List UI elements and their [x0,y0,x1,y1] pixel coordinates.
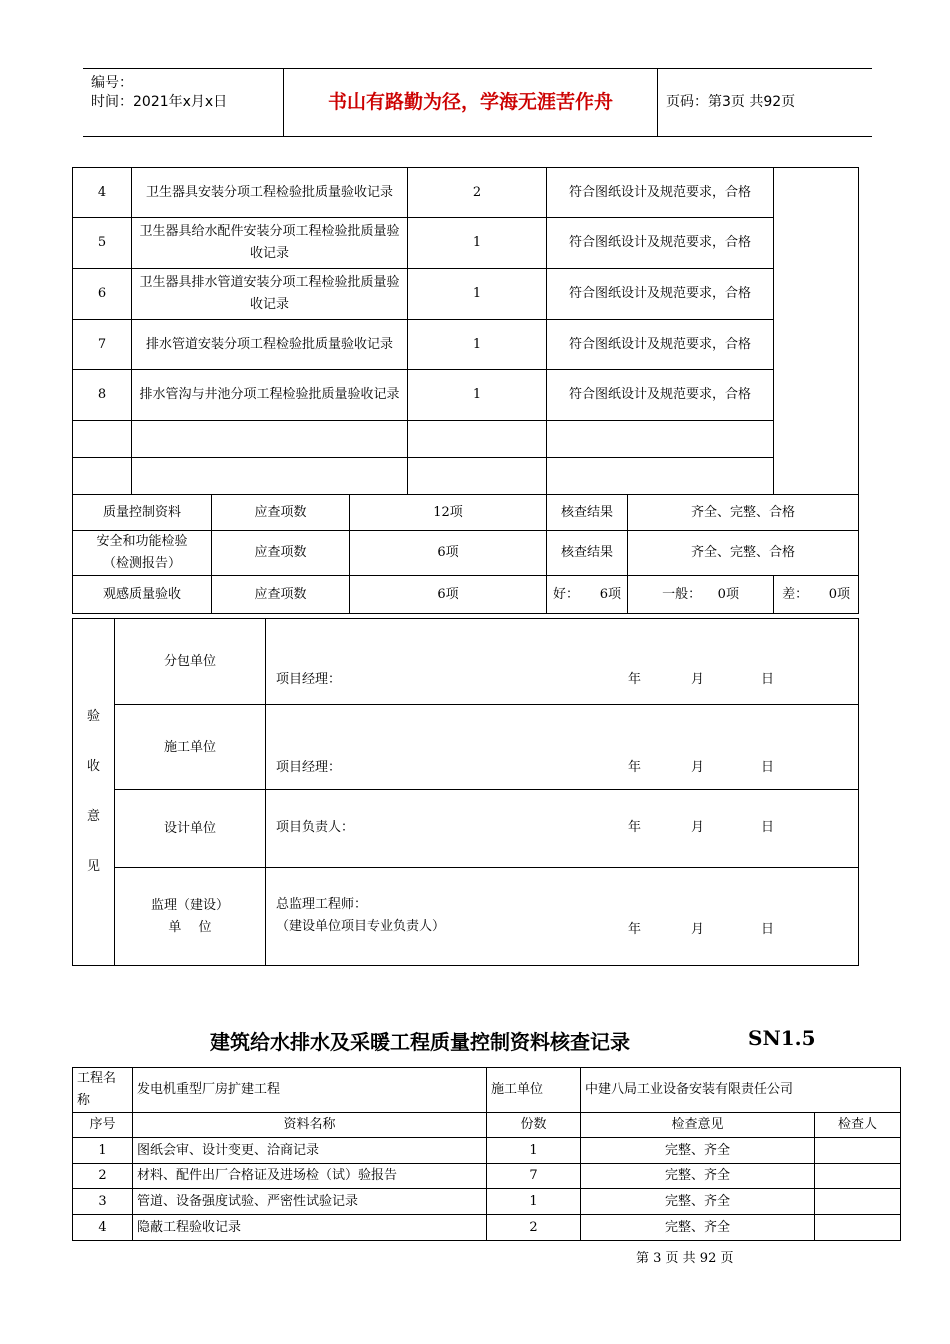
due-label: 应查项数 [212,495,350,531]
row-no: 5 [73,218,132,269]
due-count: 12项 [350,495,547,531]
person-label: 项目经理： [276,760,342,775]
result-value: 齐全、完整、合格 [628,531,859,576]
table-row: 2 材料、配件出厂合格证及进场检（试）验报告 7 完整、齐全 [73,1164,901,1189]
date-fields: 年 月 日 [628,922,775,937]
signature-cell [266,619,859,705]
quality-control-label: 质量控制资料 [73,495,212,531]
person-label: 项目负责人： [276,820,355,835]
project-label: 工程名称 [73,1068,133,1113]
row-opinion: 符合图纸设计及规范要求，合格 [547,269,774,320]
due-count: 6项 [350,576,547,614]
empty-row [73,458,859,495]
acceptance-row [73,705,859,790]
row-name: 卫生器具给水配件安装分项工程检验批质量验收记录 [132,218,408,269]
table-row [73,168,859,218]
page-footer: 第 3 页 共 92 页 [636,1251,734,1266]
project-row [73,1068,901,1113]
row-count: 1 [408,218,547,269]
signature-cell [266,705,859,790]
table2-code: SN1.5 [748,1026,816,1050]
acceptance-row [73,619,859,705]
row-count: 2 [408,168,547,218]
due-count: 6项 [350,531,547,576]
table-row: 4 隐蔽工程验收记录 2 完整、齐全 [73,1215,901,1241]
row-no: 6 [73,269,132,320]
row-name: 排水管道安装分项工程检验批质量验收记录 [132,320,408,370]
column-header: 序号 [73,1113,133,1138]
table2-title: 建筑给水排水及采暖工程质量控制资料核查记录 [210,1030,630,1054]
poor-cell: 差： 0项 [774,576,859,614]
table-row [73,218,859,269]
quality-control-row [73,495,859,531]
table-row [73,320,859,370]
page-header [83,68,872,137]
empty-row [73,421,859,458]
result-label: 核查结果 [547,531,628,576]
column-header: 份数 [487,1113,581,1138]
due-label: 应查项数 [212,576,350,614]
column-header: 检查人 [815,1113,901,1138]
row-name: 卫生器具安装分项工程检验批质量验收记录 [132,168,408,218]
safety-label: 安全和功能检验 （检测报告） [73,531,212,576]
acceptance-row [73,790,859,868]
row-opinion: 符合图纸设计及规范要求，合格 [547,168,774,218]
signature-cell [266,868,859,966]
date-fields: 年 月 日 [628,672,775,687]
time-label: 时间：2021年x月x日 [91,94,228,110]
fair-cell: 一般： 0项 [628,576,774,614]
due-label: 应查项数 [212,531,350,576]
row-name: 排水管沟与井池分项工程检验批质量验收记录 [132,370,408,421]
motto: 书山有路勤为径，学海无涯苦作舟 [284,69,658,136]
result-value: 齐全、完整、合格 [628,495,859,531]
page-label: 页码：第3页 共92页 [666,94,796,110]
person-label: 项目经理： [276,672,342,687]
unit-name: 施工单位 [115,705,266,790]
column-header: 检查意见 [581,1113,815,1138]
inspection-items-table [72,167,859,614]
table-row [73,269,859,320]
row-count: 1 [408,320,547,370]
contractor-label: 施工单位 [487,1068,581,1113]
row-no: 4 [73,168,132,218]
blank-column [774,168,859,495]
table-row: 3 管道、设备强度试验、严密性试验记录 1 完整、齐全 [73,1189,901,1215]
signature-cell [266,790,859,868]
date-fields: 年 月 日 [628,820,775,835]
unit-name: 设计单位 [115,790,266,868]
date-fields: 年 月 日 [628,760,775,775]
row-opinion: 符合图纸设计及规范要求，合格 [547,218,774,269]
appearance-row [73,576,859,614]
acceptance-table [72,618,859,966]
acceptance-row [73,868,859,966]
person-label: 总监理工程师： （建设单位项目专业负责人） [276,897,446,934]
row-no: 7 [73,320,132,370]
column-header: 资料名称 [133,1113,487,1138]
number-label: 编号： [91,75,133,91]
acceptance-side-label: 验 收 意 见 [73,619,115,966]
header-row [73,1113,901,1138]
row-no: 8 [73,370,132,421]
row-count: 1 [408,269,547,320]
row-name: 卫生器具排水管道安装分项工程检验批质量验收记录 [132,269,408,320]
row-opinion: 符合图纸设计及规范要求，合格 [547,320,774,370]
safety-row [73,531,859,576]
project-name: 发电机重型厂房扩建工程 [133,1068,487,1113]
result-label: 核查结果 [547,495,628,531]
header-meta [83,69,284,136]
good-cell: 好： 6项 [547,576,628,614]
quality-records-table [72,1067,901,1241]
table-row [73,370,859,421]
row-opinion: 符合图纸设计及规范要求，合格 [547,370,774,421]
appearance-label: 观感质量验收 [73,576,212,614]
table-row: 1 图纸会审、设计变更、洽商记录 1 完整、齐全 [73,1138,901,1164]
contractor-name: 中建八局工业设备安装有限责任公司 [581,1068,901,1113]
row-count: 1 [408,370,547,421]
unit-name: 监理（建设） 单 位 [115,868,266,966]
unit-name: 分包单位 [115,619,266,705]
